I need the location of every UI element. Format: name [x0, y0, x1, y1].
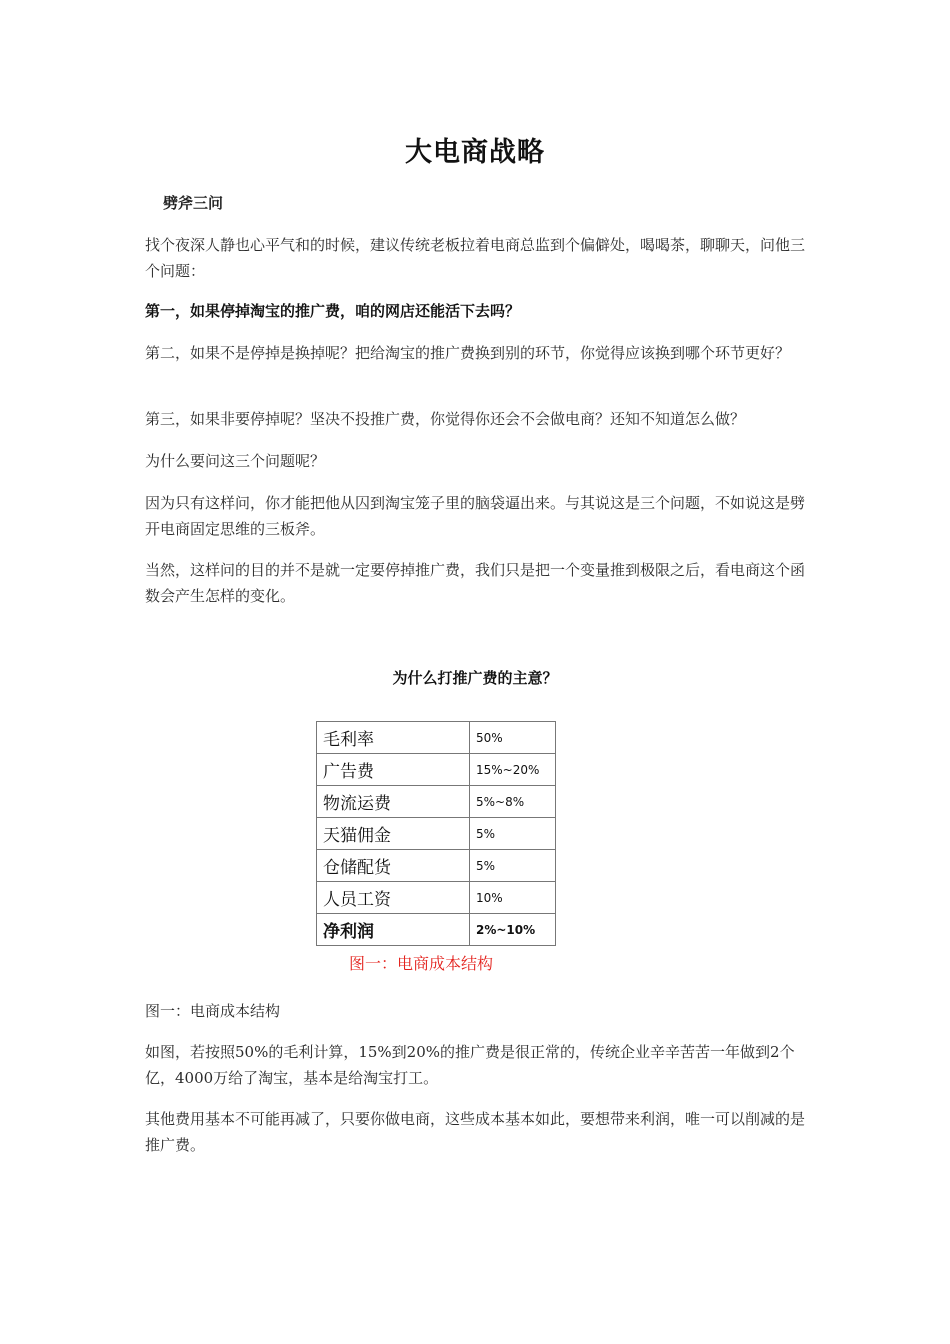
- page-title: 大电商战略: [405, 137, 545, 168]
- table-row: [317, 850, 556, 882]
- paragraph-of-course: 当然，这样问的目的并不是就一定要停掉推广费，我们只是把一个变量推到极限之后，看电商这个函数会产生怎样的变化。: [145, 561, 806, 605]
- table-row: [317, 722, 556, 754]
- cost-item: 天猫佣金: [317, 818, 470, 850]
- paragraph-question-2: 第二，如果不是停掉是换掉呢？把给淘宝的推广费换到别的环节，你觉得应该换到哪个环节更好？: [145, 344, 791, 362]
- table-row: [317, 786, 556, 818]
- cost-value: 50%: [470, 722, 556, 754]
- cost-value: 10%: [470, 882, 556, 914]
- table-row: [317, 882, 556, 914]
- cost-item: 物流运费: [317, 786, 470, 818]
- paragraph-question-1: 第一，如果停掉淘宝的推广费，咱的网店还能活下去吗？: [145, 302, 521, 320]
- table-row-total: [317, 914, 556, 946]
- cost-item: 仓储配货: [317, 850, 470, 882]
- figure-text-caption: 图一：电商成本结构: [145, 1002, 281, 1020]
- cost-item: 净利润: [317, 914, 470, 946]
- paragraph-other-costs: 其他费用基本不可能再减了，只要你做电商，这些成本基本如此，要想带来利润，唯一可以削减的是推广费。: [145, 1110, 806, 1154]
- figure-image-caption: 图一：电商成本结构: [349, 954, 494, 973]
- section-heading: 劈斧三问: [163, 194, 224, 212]
- cost-value: 5%~8%: [470, 786, 556, 818]
- table-row: [317, 818, 556, 850]
- cost-value: 5%: [470, 818, 556, 850]
- cost-item: 人员工资: [317, 882, 470, 914]
- cost-value: 5%: [470, 850, 556, 882]
- paragraph-because: 因为只有这样问，你才能把他从囚到淘宝笼子里的脑袋逼出来。与其说这是三个问题，不如说这是劈开电商固定思维的三板斧。: [145, 494, 806, 538]
- paragraph-intro: 找个夜深人静也心平气和的时候，建议传统老板拉着电商总监到个偏僻处，喝喝茶，聊聊天，问他三个问题：: [145, 236, 806, 280]
- paragraph-question-3: 第三，如果非要停掉呢？坚决不投推广费，你觉得你还会不会做电商？还知不知道怎么做？: [145, 410, 746, 428]
- cost-structure-table: [316, 721, 556, 946]
- cost-value: 15%~20%: [470, 754, 556, 786]
- table-row: [317, 754, 556, 786]
- figure-heading: 为什么打推广费的主意？: [392, 669, 558, 687]
- cost-value: 2%~10%: [470, 914, 556, 946]
- cost-item: 广告费: [317, 754, 470, 786]
- paragraph-why: 为什么要问这三个问题呢？: [145, 452, 326, 470]
- cost-item: 毛利率: [317, 722, 470, 754]
- paragraph-as-shown: 如图，若按照50%的毛利计算，15%到20%的推广费是很正常的，传统企业辛辛苦苦一年做到2个亿，4000万给了淘宝，基本是给淘宝打工。: [145, 1043, 795, 1087]
